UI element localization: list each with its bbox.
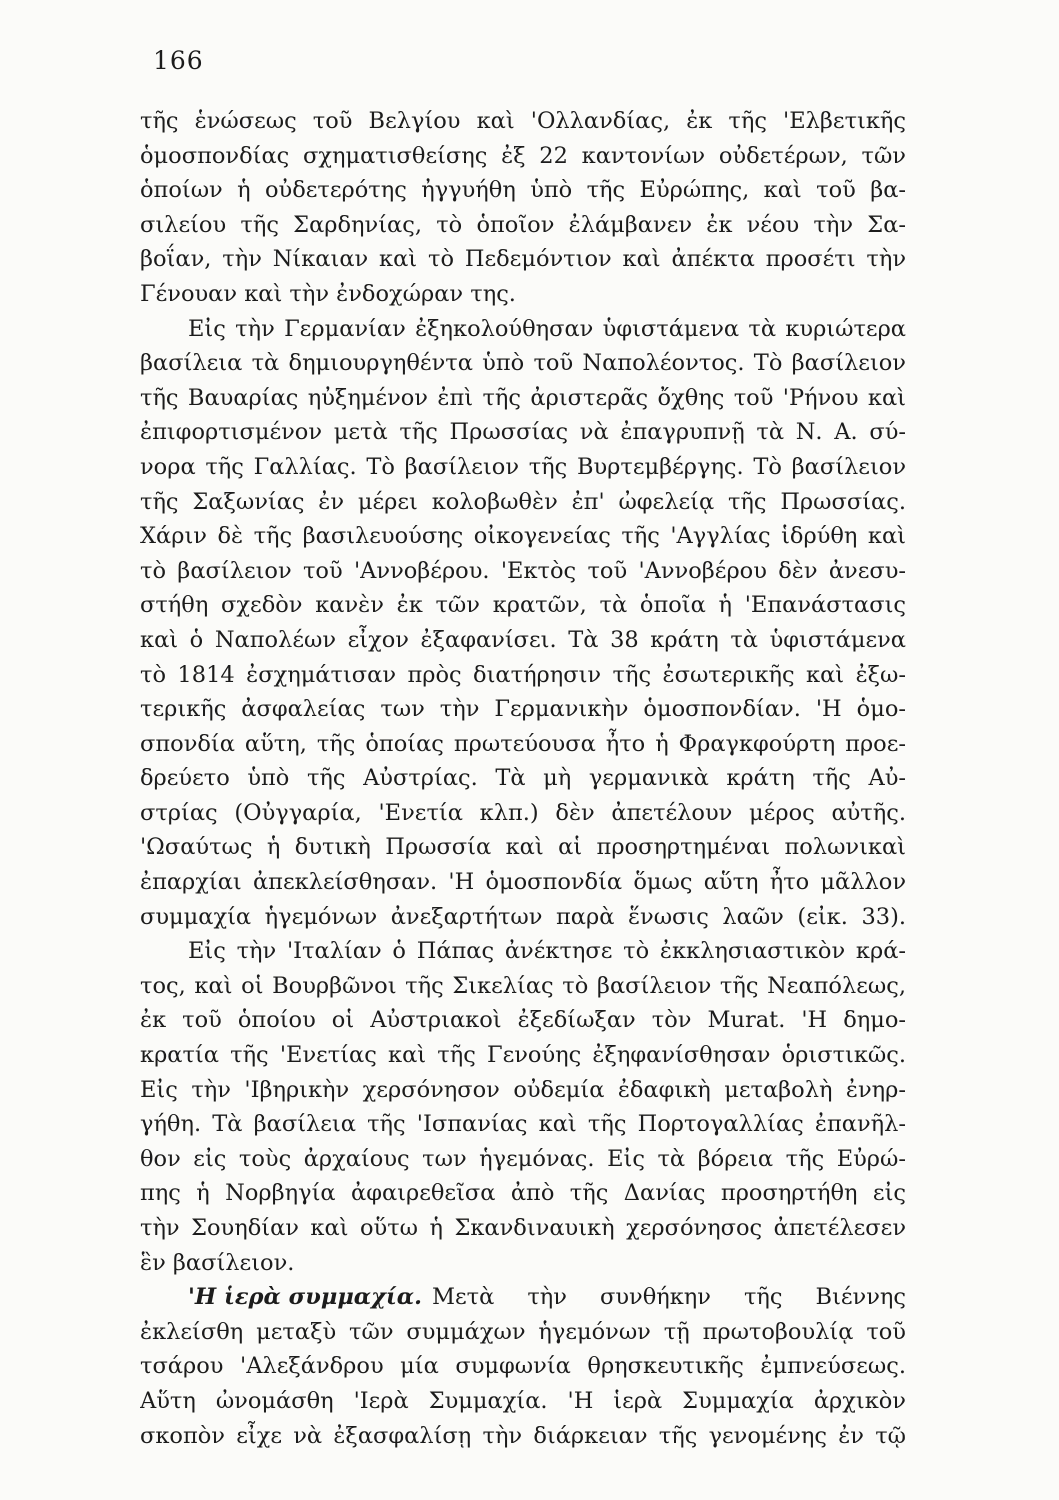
- text-line: βασίλεια τὰ δημιουργηθέντα ὑπὸ τοῦ Ναπολέοντος. Τὸ βασίλειον: [140, 350, 906, 377]
- text-line: ἐκ τοῦ ὁποίου οἱ Αὐστριακοὶ ἐξεδίωξαν τὸν Murat. 'Η δημο-: [140, 1007, 906, 1034]
- text-line: ἐπιφορτισμένον μετὰ τῆς Πρωσσίας νὰ ἐπαγρυπνῇ τὰ Ν. Α. σύ-: [140, 419, 906, 446]
- text-line: στήθη σχεδὸν κανὲν ἐκ τῶν κρατῶν, τὰ ὁποῖα ἡ 'Επανάστασις: [140, 592, 906, 619]
- section-first-line: [140, 1280, 906, 1315]
- text-line-rest: Μετὰ τὴν συνθήκην τῆς Βιέννης: [431, 1284, 906, 1311]
- text-line: σιλείου τῆς Σαρδηνίας, τὸ ὁποῖον ἐλάμβανεν ἐκ νέου τὴν Σα-: [140, 211, 906, 238]
- text-line: σπονδία αὕτη, τῆς ὁποίας πρωτεύουσα ἦτο ἡ Φραγκφούρτη προε-: [140, 730, 906, 757]
- text-line: τὴν Σουηδίαν καὶ οὕτω ἡ Σκανδιναυικὴ χερσόνησος ἀπετέλεσεν: [140, 1215, 906, 1241]
- text-line: Αὕτη ὠνομάσθη 'Ιερὰ Συμμαχία. 'Η ἱερὰ Συμμαχία ἀρχικὸν: [140, 1387, 906, 1414]
- text-line: τος, καὶ οἱ Βουρβῶνοι τῆς Σικελίας τὸ βασίλειον τῆς Νεαπόλεως,: [140, 972, 906, 999]
- text-line: ὁποίων ἡ οὐδετερότης ἠγγυήθη ὑπὸ τῆς Εὐρώπης, καὶ τοῦ βα-: [140, 177, 906, 204]
- text-line: Εἰς τὴν 'Ιβηρικὴν χερσόνησον οὐδεμία ἐδαφικὴ μεταβολὴ ἐνηρ-: [140, 1076, 906, 1103]
- text-line: Εἰς τὴν Γερμανίαν ἐξηκολούθησαν ὑφιστάμενα τὰ κυριώτερα: [188, 315, 906, 342]
- text-line: δρεύετο ὑπὸ τῆς Αὐστρίας. Τὰ μὴ γερμανικὰ κράτη τῆς Αὐ-: [140, 765, 906, 792]
- text-line: ἓν βασίλειον.: [140, 1249, 295, 1276]
- text-line: πης ἡ Νορβηγία ἀφαιρεθεῖσα ἀπὸ τῆς Δανίας προσηρτήθη εἰς: [140, 1180, 906, 1207]
- text-line: Χάριν δὲ τῆς βασιλευούσης οἰκογενείας τῆς 'Αγγλίας ἱδρύθη καὶ: [140, 523, 906, 550]
- body-text: [140, 104, 906, 1453]
- text-line: τῆς ἑνώσεως τοῦ Βελγίου καὶ 'Ολλανδίας, ἐκ τῆς 'Ελβετικῆς: [140, 108, 906, 134]
- text-line: σκοπὸν εἶχε νὰ ἐξασφαλίσῃ τὴν διάρκειαν τῆς γενομένης ἐν τῷ: [140, 1422, 906, 1449]
- text-line: 'Ωσαύτως ἡ δυτικὴ Πρωσσία καὶ αἱ προσηρτημέναι πολωνικαὶ: [140, 834, 906, 861]
- text-line: στρίας (Οὐγγαρία, 'Ενετία κλπ.) δὲν ἀπετέλουν μέρος αὐτῆς.: [140, 799, 906, 826]
- text-line: ὁμοσπονδίας σχηματισθείσης ἐξ 22 καντονίων οὐδετέρων, τῶν: [140, 142, 906, 169]
- text-line: τὸ βασίλειον τοῦ 'Αννοβέρου. 'Εκτὸς τοῦ 'Αννοβέρου δὲν ἀνεσυ-: [140, 557, 906, 584]
- text-line: Γένουαν καὶ τὴν ἐνδοχώραν της.: [140, 280, 516, 307]
- text-line: τῆς Σαξωνίας ἐν μέρει κολοβωθὲν ἐπ' ὠφελείᾳ τῆς Πρωσσίας.: [140, 488, 906, 515]
- text-line: βοΐαν, τὴν Νίκαιαν καὶ τὸ Πεδεμόντιον καὶ ἀπέκτα προσέτι τὴν: [140, 246, 906, 273]
- text-line: νορα τῆς Γαλλίας. Τὸ βασίλειον τῆς Βυρτεμβέργης. Τὸ βασίλειον: [140, 453, 906, 480]
- section-heading: 'Η ἱερὰ συμμαχία.: [188, 1284, 422, 1311]
- text-line: ἐπαρχίαι ἀπεκλείσθησαν. 'Η ὁμοσπονδία ὅμως αὕτη ἦτο μᾶλλον: [140, 869, 906, 896]
- text-line: καὶ ὁ Ναπολέων εἶχον ἐξαφανίσει. Τὰ 38 κράτη τὰ ὑφιστάμενα: [140, 626, 906, 653]
- text-line: τερικῆς ἀσφαλείας των τὴν Γερμανικὴν ὁμοσπονδίαν. 'Η ὁμο-: [140, 696, 906, 723]
- text-line: Εἰς τὴν 'Ιταλίαν ὁ Πάπας ἀνέκτησε τὸ ἐκκλησιαστικὸν κρά-: [188, 938, 906, 965]
- text-line: ἐκλείσθη μεταξὺ τῶν συμμάχων ἡγεμόνων τῇ πρωτοβουλίᾳ τοῦ: [140, 1318, 906, 1345]
- page-number: 166: [153, 46, 204, 75]
- text-line: τὸ 1814 ἐσχημάτισαν πρὸς διατήρησιν τῆς ἐσωτερικῆς καὶ ἐξω-: [140, 661, 906, 688]
- text-line: τῆς Βαυαρίας ηὐξημένον ἐπὶ τῆς ἀριστερᾶς ὄχθης τοῦ 'Ρήνου καὶ: [140, 384, 906, 411]
- text-line: τσάρου 'Αλεξάνδρου μία συμφωνία θρησκευτικῆς ἐμπνεύσεως.: [140, 1353, 906, 1380]
- text-line: θον εἰς τοὺς ἀρχαίους των ἡγεμόνας. Εἰς τὰ βόρεια τῆς Εὐρώ-: [140, 1145, 906, 1172]
- text-line: συμμαχία ἡγεμόνων ἀνεξαρτήτων παρὰ ἕνωσις λαῶν (εἰκ. 33).: [140, 903, 906, 930]
- text-line: γήθη. Τὰ βασίλεια τῆς 'Ισπανίας καὶ τῆς Πορτογαλλίας ἐπανῆλ-: [140, 1111, 906, 1138]
- text-line: κρατία τῆς 'Ενετίας καὶ τῆς Γενούης ἐξηφανίσθησαν ὁριστικῶς.: [140, 1042, 906, 1069]
